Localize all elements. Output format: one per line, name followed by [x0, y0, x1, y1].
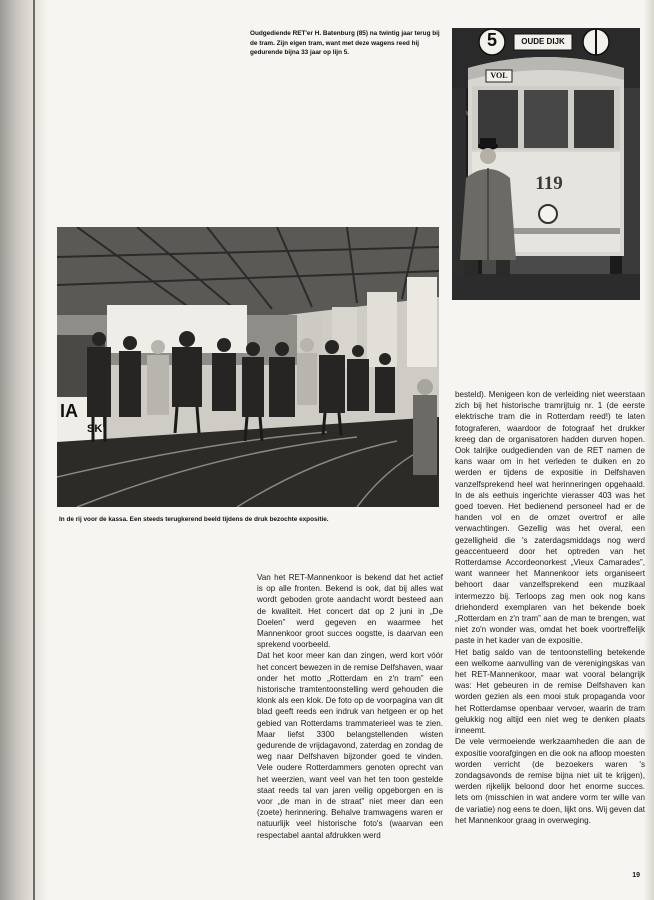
page-edge: [644, 0, 654, 900]
exhibition-hall-photo: [57, 227, 439, 507]
tram-destination: OUDE DIJK: [521, 37, 565, 46]
article-column-left: [257, 572, 443, 841]
tram-line-number: 5: [486, 30, 497, 50]
binding-shadow: [0, 0, 48, 900]
tram-photo: [452, 28, 640, 300]
hall-banner-text: IA: [60, 401, 78, 421]
right-paragraph-2: Het batig saldo van de tentoonstelling betekende een welkome aanvulling van de verenigingskas van het RET-Mannenkoor, maar wat vooral belangrijk was: Het gebeuren in de remise Delfshaven kan worden gezien als een mooi stuk propaganda voor het Rotterdamse openbaar vervoer, waarin de tram gelukkig nog altijd een niet weg te denken plaats inneemt.: [455, 647, 645, 736]
article-column-right: [455, 389, 645, 826]
caption-top: Oudgediende RET'er H. Batenburg (85) na twintig jaar terug bij de tram. Zijn eigen tram, want met deze wagens reed hij gedurende bijna 33 jaar op lijn 5.: [250, 30, 440, 56]
right-paragraph-3: De vele vermoeiende werkzaamheden die aan de expositie voorafgingen en die ook na afloop moesten worden verricht (de bezoekers waren 's zondagsavonds de remise bijna niet uit te krijgen), werden rijkelijk beloond door het enorme succes. Iets om (misschien in wat andere vorm ter wille van de variatie) nog eens te doen, lijkt ons. Wij geven dat het Mannenkoor graag in overweging.: [455, 737, 645, 825]
tram-photo-image: [452, 28, 640, 300]
binding-edge: [33, 0, 35, 900]
hall-banner-text-2: SK: [87, 423, 103, 435]
page-number: 19: [632, 872, 640, 879]
left-paragraph-1: Van het RET-Mannenkoor is bekend dat het actief is op alle fronten. Bekend is ook, dat bij alles wat wordt geboden grote aandacht wordt besteed aan de kwaliteit. Het concert dat op 2 juni in „De Doelen” werd gegeven en waarmee het Mannenkoor groot succes oogstte, is daarvan een sprekend voorbeeld.: [257, 573, 443, 650]
tram-number: 119: [535, 173, 563, 194]
right-paragraph-1: besteld). Menigeen kon de verleiding niet weerstaan zich bij het historische tramrijtuig nr. 1 (de eerste elektrische tram die in Rotterdam reed!) te laten fotograferen, waardoor de fotograaf het drukker kreeg dan de organisatoren hadden durven hopen. Ook talrijke oudgedienden van de RET namen de kans waar om in het verleden te duiken en zo werden er tijdens de expositie in Delfshaven vanzelfsprekend heel wat herinneringen opgehaald. In de als eethuis ingerichte vierasser 403 was het goed toeven. Het bedienend personeel had er de handen vol en de omzet overtrof er alle verwachtingen. Gezellig was het overal, een gezelligheid die 's zaterdagsmiddags nog werd geaccentueerd door het optreden van het Rotterdamse Accordeonorkest „Vieux Camarades”, want wanneer het Mannenkoor iets organiseert behoort daar vanzelfsprekend een muzikaal intermezzo bij. Terloops zag men ook nog kans driehonderd exemplaren van het bekende boek „Rotterdam en z'n tram” aan de man te brengen, wat niet zo'n wonder was, omdat het boek voortreffelijk paste in het kader van de expositie.: [455, 390, 645, 646]
tram-plate: VOL: [490, 71, 508, 80]
exhibition-hall-image: [57, 227, 439, 507]
left-paragraph-2: Dat het koor meer kan dan zingen, werd kort vóór het concert bewezen in de remise Delfshaven, waar onder het motto „Rotterdam en z'n tram” een historische tramtentoonstelling werd gehouden die klonk als een klok. De foto op de voorpagina van dit blad geeft reeds een indruk van hetgeen er op het gebied van Rotterdams trammaterieel was te zien. Maar liefst 3300 belangstellenden wisten gedurende de vrijdagavond, zaterdag en zondag de weg naar Delfshaven bijzonder goed te vinden. Vele oudere Rotterdammers genoten oprecht van het weerzien, want veel van het ten toon gestelde staat reeds tal van jaren veilig opgeborgen en is voor „de man in de straat” niet meer dan een (zoete) herinnering. Behalve tramwagens waren er natuurlijk veel historische foto's (waarvan een respectabel aantal afdrukken werd: [257, 651, 443, 840]
caption-middle: In de rij voor de kassa. Een steeds terugkerend beeld tijdens de druk bezochte expositie.: [59, 516, 329, 523]
